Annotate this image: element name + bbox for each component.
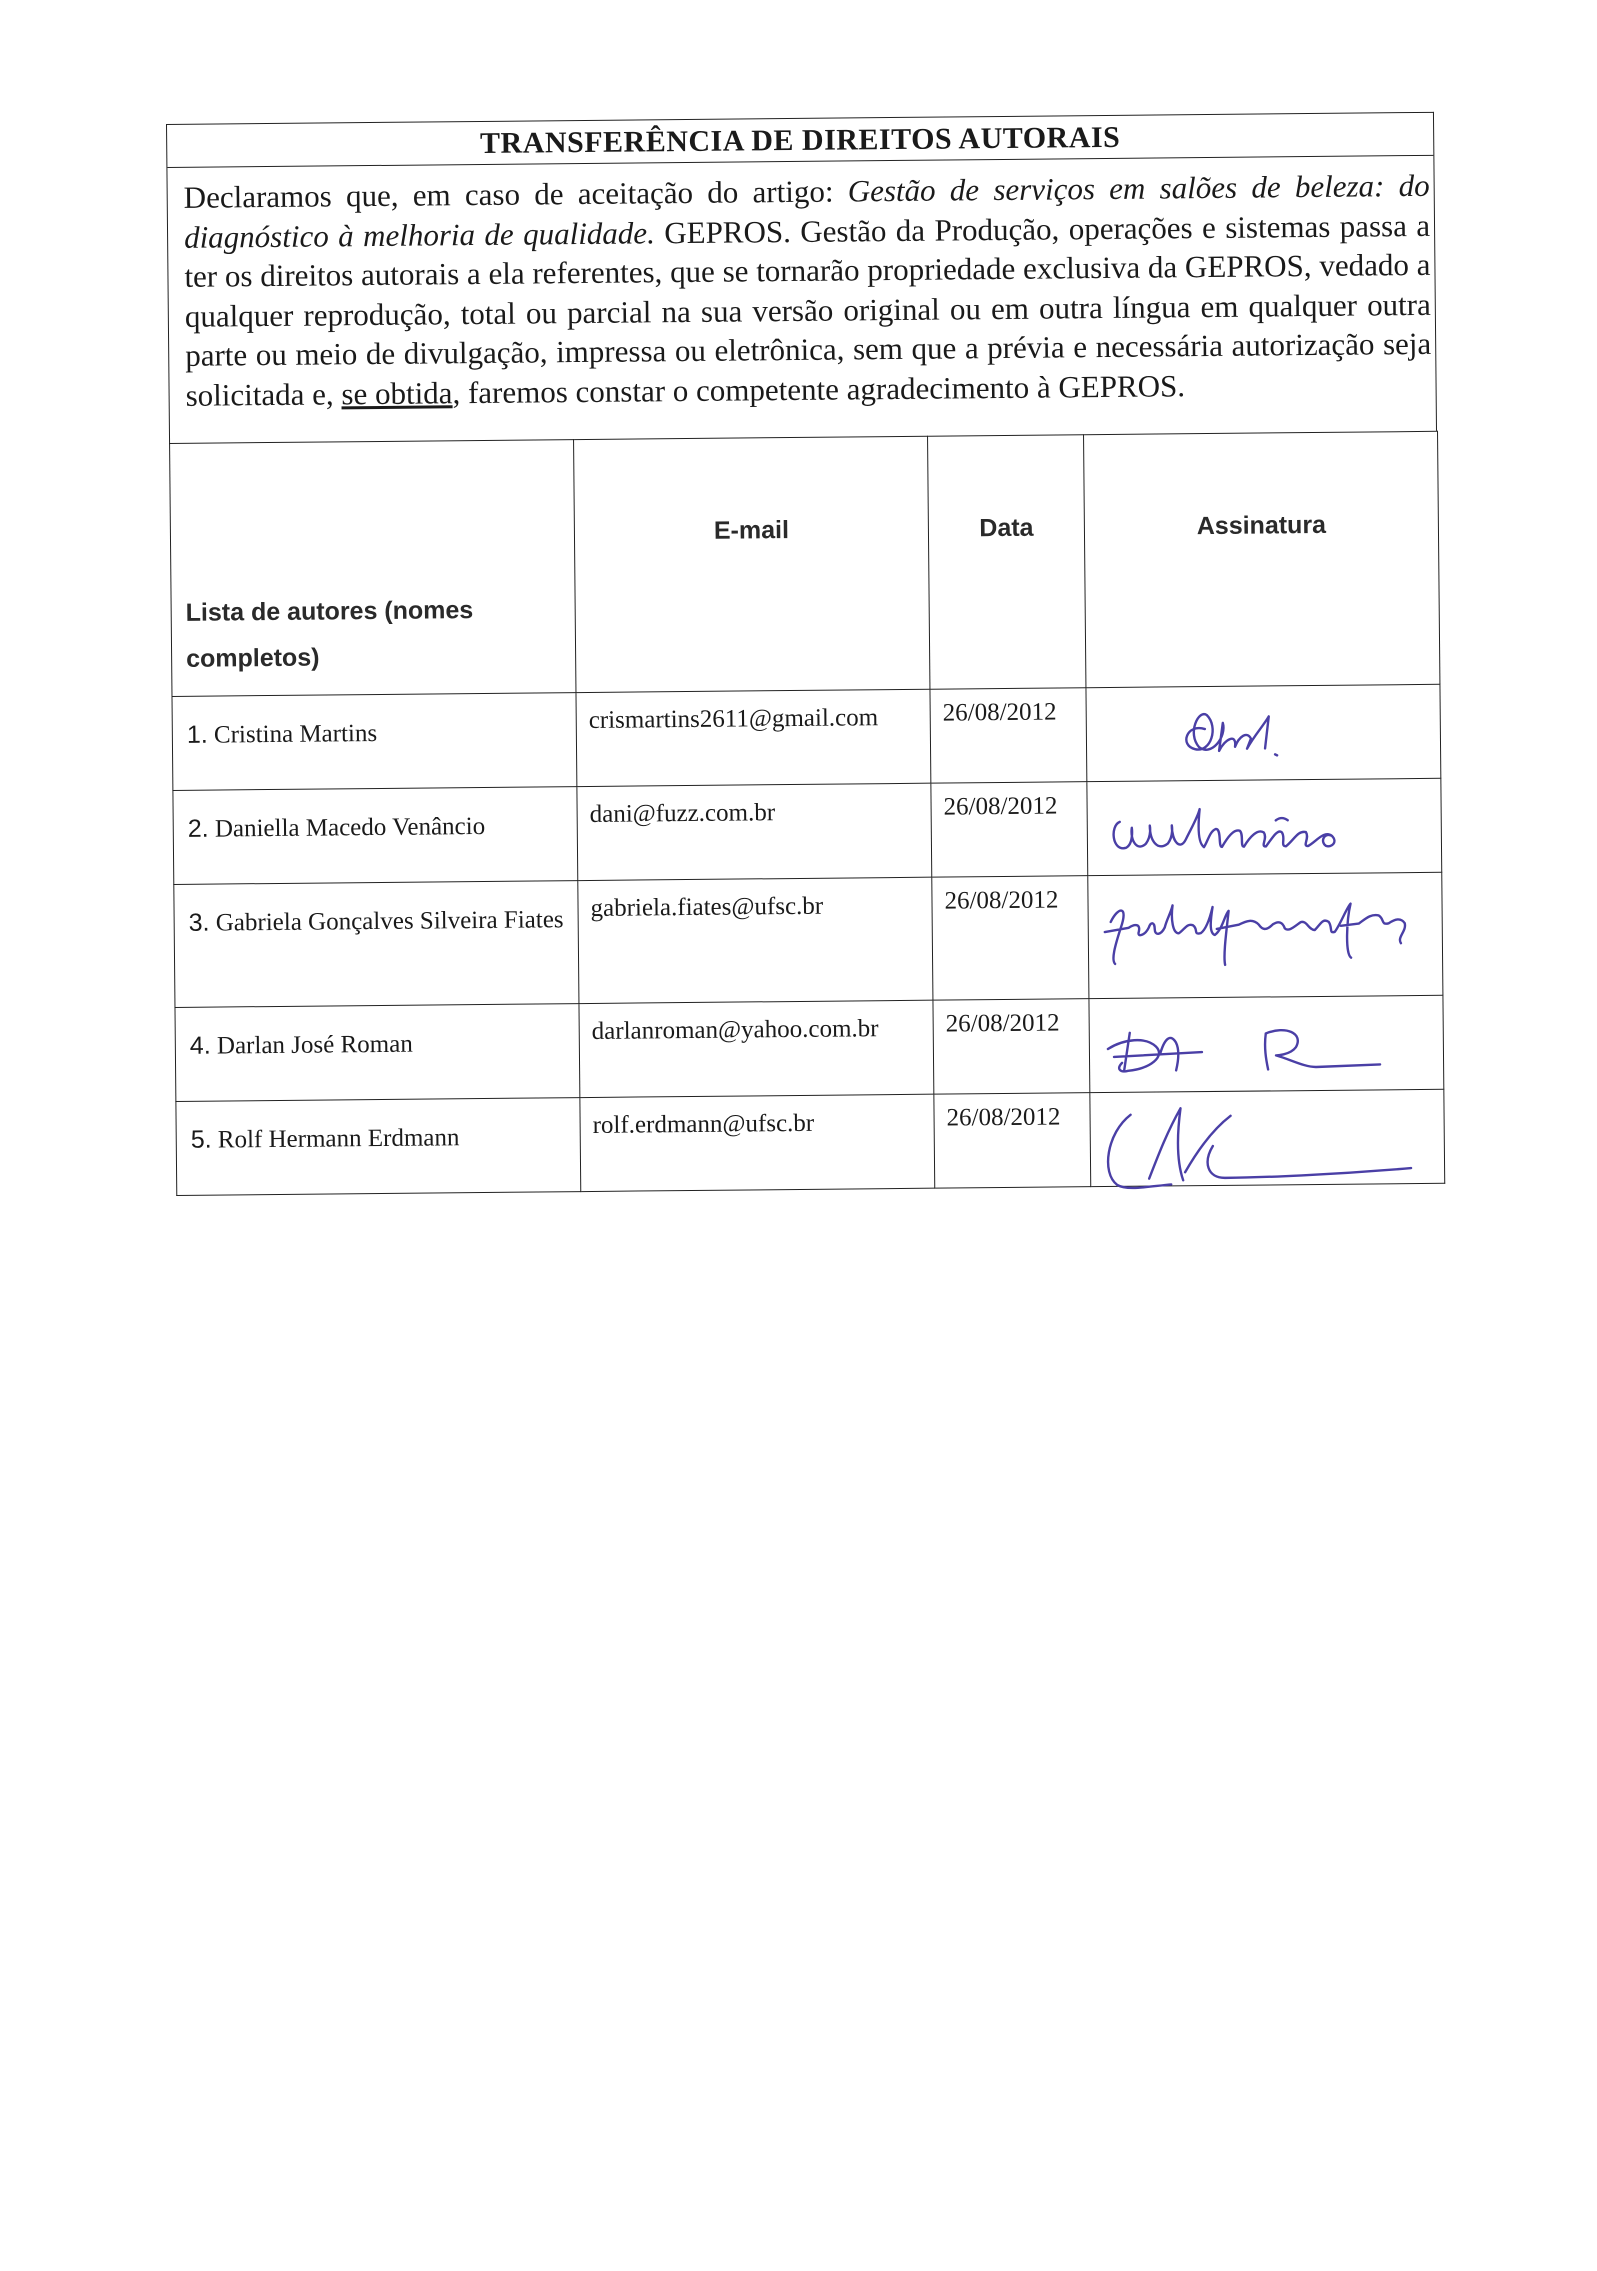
table-row [173, 778, 1442, 884]
row-number: 3. [188, 908, 210, 937]
header-signature: Assinatura [1084, 431, 1440, 687]
author-date: 26/08/2012 [934, 1093, 1091, 1188]
handwritten-signature [1089, 996, 1444, 1089]
author-name: Cristina Martins [213, 720, 378, 749]
header-authors: Lista de autores (nomes completos) [170, 440, 576, 697]
author-name: Rolf Hermann Erdmann [217, 1124, 460, 1154]
declaration-intro: Declaramos que, em caso de aceitação do artigo: [183, 173, 848, 215]
row-number: 2. [187, 814, 209, 843]
copyright-transfer-form [166, 112, 1444, 1196]
author-email: darlanroman@yahoo.com.br [579, 1000, 934, 1097]
author-name-cell [173, 787, 578, 885]
author-email: dani@fuzz.com.br [577, 783, 932, 880]
author-name-cell [174, 881, 579, 1008]
author-date: 26/08/2012 [933, 999, 1090, 1094]
author-date: 26/08/2012 [932, 876, 1089, 1000]
author-name: Daniella Macedo Venâncio [214, 812, 486, 843]
article-title: Gestão de serviços em salões de beleza: do diagnóstico à melhoria de qualidade. [183, 167, 1430, 255]
signature-cell [1090, 1089, 1445, 1186]
declaration-body-1: GEPROS. Gestão da Produção, operações e sistemas passa a ter os direitos autorais a ela referentes, que se tornarão propriedade exclusiva da GEPROS, vedado a qualquer reprodução, total ou parcial na sua versão original ou em outra língua em qualquer outra parte ou meio de divulgação, impressa ou eletrônica, sem que a prévia e necessária autorização seja solicitada e, [184, 207, 1432, 413]
table-header-row [170, 431, 1440, 696]
declaration-text [167, 156, 1436, 443]
header-date: Data [928, 435, 1086, 689]
author-name-cell [176, 1098, 581, 1196]
table-row [176, 1089, 1445, 1195]
table-row [174, 872, 1443, 1007]
handwritten-signature [1090, 1090, 1445, 1203]
declaration-box [166, 112, 1437, 443]
author-date: 26/08/2012 [930, 688, 1087, 783]
handwritten-signature [1086, 685, 1441, 778]
handwritten-signature [1087, 779, 1442, 872]
signature-cell [1086, 684, 1441, 781]
signature-cell [1089, 995, 1444, 1092]
author-email: crismartins2611@gmail.com [576, 689, 931, 786]
row-number: 4. [189, 1031, 211, 1060]
signature-cell [1087, 778, 1442, 875]
signature-cell [1088, 872, 1443, 998]
declaration-underlined: se obtida [341, 375, 453, 412]
author-name-cell [175, 1004, 580, 1102]
declaration-body-2: , faremos constar o competente agradecimento à GEPROS. [452, 368, 1186, 411]
row-number: 1. [186, 720, 208, 749]
row-number: 5. [190, 1125, 212, 1154]
handwritten-signature [1088, 873, 1443, 986]
author-name-cell [172, 693, 577, 791]
author-name: Darlan José Roman [216, 1030, 413, 1060]
authors-table [169, 431, 1445, 1196]
author-name: Gabriela Gonçalves Silveira Fiates [215, 906, 564, 937]
author-email: gabriela.fiates@ufsc.br [578, 877, 933, 1003]
table-row [175, 995, 1444, 1101]
form-title: TRANSFERÊNCIA DE DIREITOS AUTORAIS [167, 113, 1433, 168]
author-date: 26/08/2012 [931, 782, 1088, 877]
header-email: E-mail [574, 436, 930, 692]
table-row [172, 684, 1441, 790]
author-email: rolf.erdmann@ufsc.br [580, 1094, 935, 1191]
